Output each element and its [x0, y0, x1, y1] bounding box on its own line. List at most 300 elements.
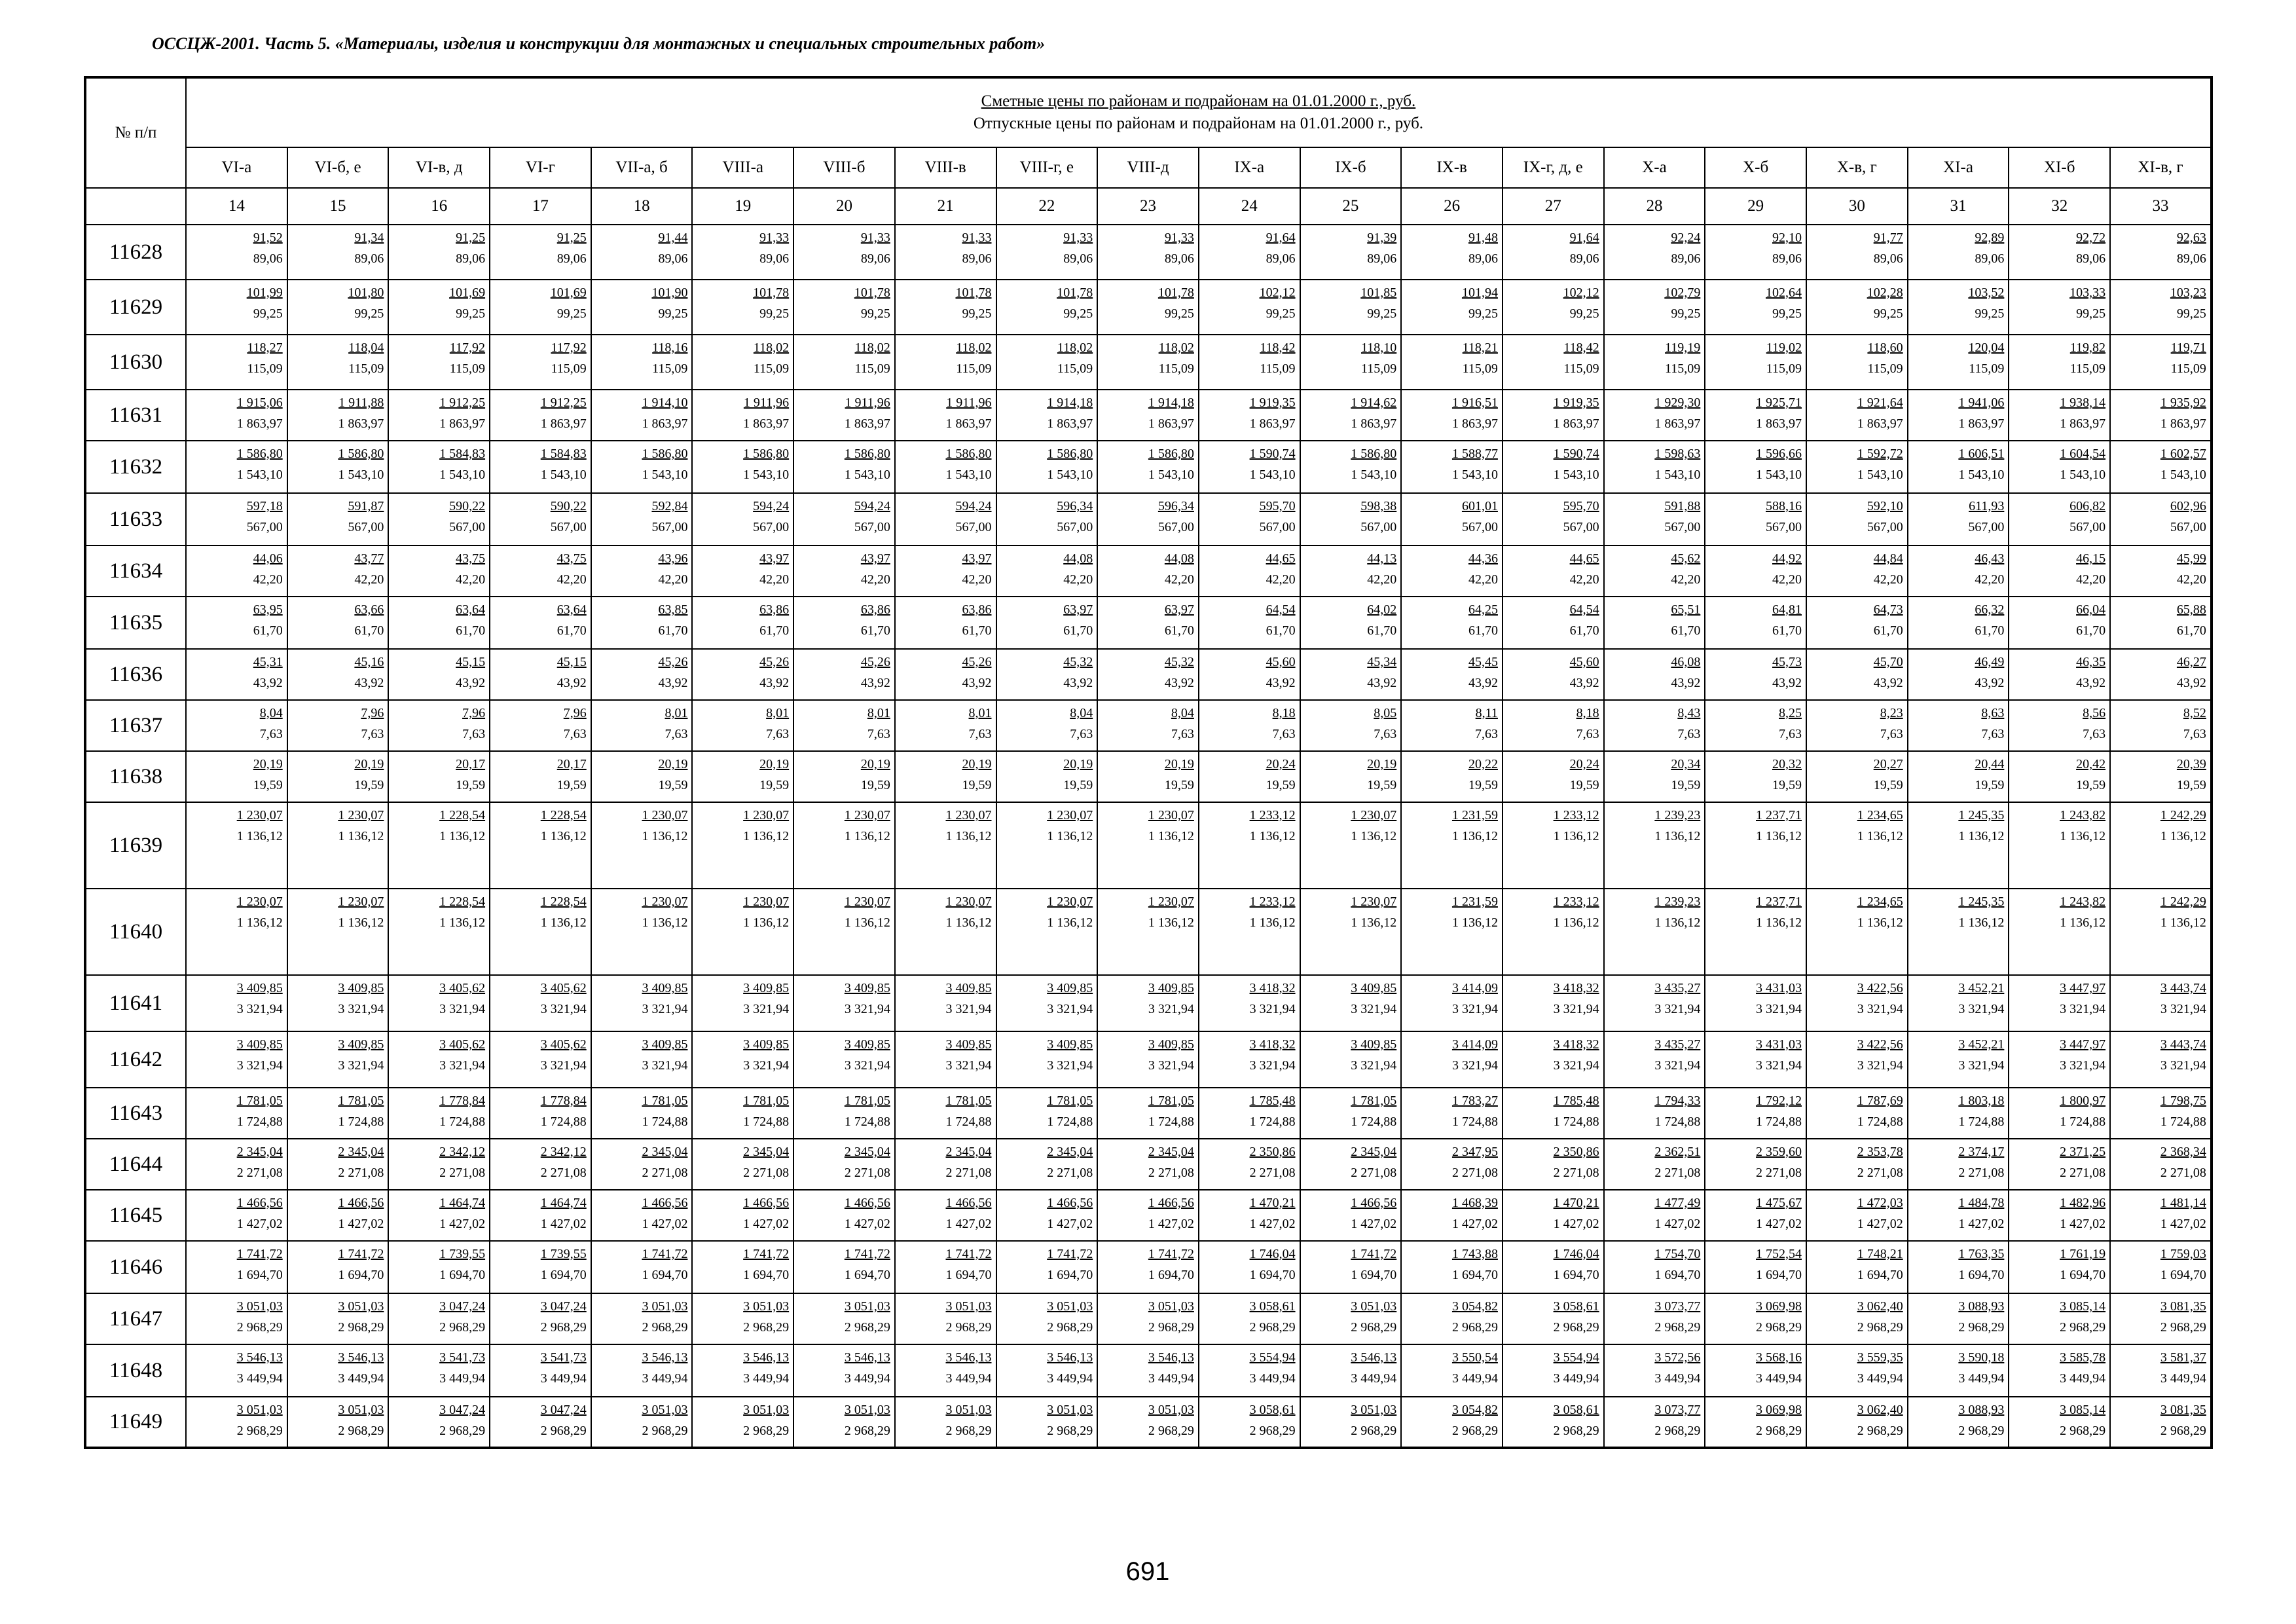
- estimated-price: 1 584,83: [540, 447, 587, 461]
- estimated-price: 3 073,77: [1654, 1299, 1701, 1314]
- estimated-price: 594,24: [753, 499, 790, 513]
- release-price: 1 694,70: [2160, 1268, 2206, 1282]
- price-cell: [1806, 1293, 1908, 1344]
- price-cell: [1604, 1190, 1705, 1241]
- price-cell: [591, 1088, 693, 1139]
- release-price: 2 968,29: [439, 1424, 486, 1438]
- price-cell: [1199, 700, 1300, 751]
- estimated-price: 2 374,17: [1958, 1145, 2005, 1159]
- estimated-price: 1 243,82: [2060, 895, 2106, 909]
- release-price: 1 724,88: [1654, 1115, 1701, 1129]
- release-price: 1 427,02: [2160, 1217, 2206, 1231]
- release-price: 115,09: [652, 361, 688, 376]
- release-price: 3 321,94: [1148, 1058, 1194, 1073]
- estimated-price: 7,96: [563, 706, 587, 720]
- price-cell: [1604, 280, 1705, 335]
- estimated-price: 45,15: [456, 655, 486, 669]
- release-price: 99,25: [556, 306, 587, 321]
- region-header: VI-б, е: [287, 147, 389, 188]
- region-header: XI-б: [2009, 147, 2110, 188]
- price-cell: [793, 1293, 895, 1344]
- release-price: 42,20: [456, 572, 486, 587]
- price-cell: [1705, 335, 1806, 390]
- release-price: 42,20: [860, 572, 890, 587]
- estimated-price: 601,01: [1461, 499, 1498, 513]
- release-price: 99,25: [456, 306, 486, 321]
- estimated-price: 8,23: [1880, 706, 1903, 720]
- estimated-price: 3 081,35: [2160, 1403, 2206, 1417]
- price-cell: [793, 975, 895, 1031]
- release-price: 2 968,29: [236, 1424, 283, 1438]
- column-number-blank: [85, 188, 186, 225]
- release-price: 3 321,94: [1047, 1002, 1093, 1016]
- price-cell: [1705, 889, 1806, 975]
- estimated-price: 1 781,05: [236, 1094, 283, 1108]
- release-price: 3 321,94: [540, 1002, 587, 1016]
- price-cell: [2110, 700, 2212, 751]
- estimated-price: 118,42: [1260, 341, 1296, 355]
- estimated-price: 101,78: [854, 286, 890, 300]
- price-cell: [1097, 545, 1199, 597]
- release-price: 61,70: [1063, 623, 1093, 638]
- header-caption-row: [85, 77, 2212, 147]
- release-price: 1 136,12: [439, 915, 486, 930]
- price-cell: [1199, 225, 1300, 280]
- price-cell: [895, 751, 996, 802]
- release-price: 99,25: [1468, 306, 1498, 321]
- estimated-price: 8,04: [1070, 706, 1093, 720]
- price-cell: [1705, 441, 1806, 493]
- release-price: 3 449,94: [1958, 1371, 2005, 1386]
- release-price: 1 427,02: [1148, 1217, 1194, 1231]
- release-price: 1 427,02: [1756, 1217, 1802, 1231]
- estimated-price: 101,85: [1360, 286, 1397, 300]
- release-price: 2 968,29: [844, 1320, 890, 1335]
- price-cell: [490, 1293, 591, 1344]
- release-price: 1 724,88: [1553, 1115, 1599, 1129]
- estimated-price: 66,32: [1975, 602, 2005, 617]
- estimated-price: 1 586,80: [945, 447, 992, 461]
- price-cell: [1401, 975, 1503, 1031]
- release-price: 2 968,29: [1958, 1320, 2005, 1335]
- release-price: 42,20: [253, 572, 283, 587]
- release-price: 89,06: [1063, 251, 1093, 266]
- price-cell: [1503, 1293, 1604, 1344]
- estimated-price: 1 743,88: [1451, 1247, 1498, 1261]
- item-number: 11639: [85, 802, 186, 889]
- price-cell: [895, 1293, 996, 1344]
- release-price: 19,59: [2176, 778, 2206, 792]
- price-cell: [388, 1088, 490, 1139]
- price-cell: [692, 545, 793, 597]
- price-cell: [996, 225, 1098, 280]
- estimated-price: 45,26: [860, 655, 890, 669]
- price-cell: [1503, 700, 1604, 751]
- release-price: 1 543,10: [1249, 468, 1296, 482]
- estimated-price: 1 234,65: [1857, 895, 1903, 909]
- price-cell: [1806, 225, 1908, 280]
- estimated-price: 1 230,07: [743, 808, 790, 822]
- release-price: 1 136,12: [2060, 829, 2106, 843]
- table-row: [85, 975, 2212, 1031]
- estimated-price: 1 914,18: [1148, 396, 1194, 410]
- price-cell: [2009, 700, 2110, 751]
- price-cell: [1097, 493, 1199, 545]
- column-number: 19: [692, 188, 793, 225]
- price-cell: [793, 649, 895, 700]
- price-cell: [591, 751, 693, 802]
- estimated-price: 3 405,62: [439, 981, 486, 995]
- release-price: 1 863,97: [1553, 416, 1599, 431]
- region-header: VIII-а: [692, 147, 793, 188]
- price-cell: [1604, 700, 1705, 751]
- release-price: 1 427,02: [1047, 1217, 1093, 1231]
- price-cell: [1908, 1031, 2009, 1088]
- price-cell: [692, 1088, 793, 1139]
- release-price: 1 136,12: [236, 829, 283, 843]
- release-price: 567,00: [1664, 520, 1701, 534]
- price-cell: [2009, 649, 2110, 700]
- estimated-price: 2 345,04: [1148, 1145, 1194, 1159]
- release-price: 115,09: [854, 361, 890, 376]
- price-cell: [1503, 1190, 1604, 1241]
- price-cell: [591, 441, 693, 493]
- release-price: 1 694,70: [1553, 1268, 1599, 1282]
- price-cell: [895, 1190, 996, 1241]
- release-price: 42,20: [354, 572, 384, 587]
- price-cell: [186, 889, 287, 975]
- release-price: 42,20: [658, 572, 688, 587]
- price-cell: [1604, 802, 1705, 889]
- price-cell: [2110, 597, 2212, 649]
- price-cell: [388, 889, 490, 975]
- release-price: 3 321,94: [1249, 1058, 1296, 1073]
- price-cell: [793, 597, 895, 649]
- estimated-price: 1 239,23: [1654, 895, 1701, 909]
- price-cell: [1806, 1397, 1908, 1448]
- estimated-price: 3 047,24: [540, 1403, 587, 1417]
- estimated-price: 1 798,75: [2160, 1094, 2206, 1108]
- price-cell: [2009, 441, 2110, 493]
- release-price: 2 968,29: [2060, 1424, 2106, 1438]
- estimated-price: 1 785,48: [1553, 1094, 1599, 1108]
- release-price: 89,06: [556, 251, 587, 266]
- price-cell: [591, 700, 693, 751]
- release-price: 1 136,12: [1553, 915, 1599, 930]
- release-price: 1 863,97: [1351, 416, 1397, 431]
- price-cell: [1908, 1293, 2009, 1344]
- release-price: 1 694,70: [1958, 1268, 2005, 1282]
- estimated-price: 1 231,59: [1451, 895, 1498, 909]
- release-price: 567,00: [449, 520, 486, 534]
- estimated-price: 1 584,83: [439, 447, 486, 461]
- price-cell: [1097, 441, 1199, 493]
- estimated-price: 3 431,03: [1756, 1037, 1802, 1052]
- release-price: 7,63: [1981, 727, 2005, 741]
- table-header: [85, 77, 2212, 225]
- price-cell: [287, 1031, 389, 1088]
- price-cell: [692, 280, 793, 335]
- estimated-price: 45,32: [1164, 655, 1194, 669]
- price-cell: [2110, 1397, 2212, 1448]
- estimated-price: 1 763,35: [1958, 1247, 2005, 1261]
- item-number: 11636: [85, 649, 186, 700]
- estimated-price: 3 051,03: [1047, 1403, 1093, 1417]
- estimated-price: 1 230,07: [1148, 808, 1194, 822]
- estimated-price: 1 586,80: [1148, 447, 1194, 461]
- estimated-price: 46,49: [1975, 655, 2005, 669]
- price-cell: [1097, 649, 1199, 700]
- release-price: 89,06: [759, 251, 790, 266]
- price-cell: [692, 1241, 793, 1293]
- release-price: 567,00: [1360, 520, 1397, 534]
- release-price: 567,00: [246, 520, 283, 534]
- table-row: [85, 1241, 2212, 1293]
- release-price: 2 271,08: [1553, 1166, 1599, 1180]
- estimated-price: 101,78: [753, 286, 790, 300]
- estimated-price: 118,27: [247, 341, 283, 355]
- price-cell: [793, 390, 895, 441]
- price-cell: [1705, 493, 1806, 545]
- estimated-price: 8,52: [2183, 706, 2206, 720]
- release-price: 1 724,88: [1148, 1115, 1194, 1129]
- release-price: 61,70: [456, 623, 486, 638]
- release-price: 2 968,29: [338, 1424, 384, 1438]
- release-price: 2 968,29: [2160, 1424, 2206, 1438]
- release-price: 115,09: [1057, 361, 1093, 376]
- price-cell: [1401, 1139, 1503, 1190]
- estimated-price: 1 785,48: [1249, 1094, 1296, 1108]
- release-price: 3 449,94: [743, 1371, 790, 1386]
- estimated-price: 1 741,72: [1148, 1247, 1194, 1261]
- price-cell: [287, 889, 389, 975]
- price-cell: [1199, 975, 1300, 1031]
- estimated-price: 91,52: [253, 231, 283, 245]
- release-price: 43,92: [1468, 676, 1498, 690]
- release-price: 1 863,97: [743, 416, 790, 431]
- table-row: [85, 1397, 2212, 1448]
- estimated-price: 1 761,19: [2060, 1247, 2106, 1261]
- release-price: 19,59: [354, 778, 384, 792]
- release-price: 1 694,70: [743, 1268, 790, 1282]
- estimated-price: 1 914,10: [642, 396, 688, 410]
- release-price: 1 724,88: [540, 1115, 587, 1129]
- price-cell: [1604, 545, 1705, 597]
- release-price: 3 449,94: [338, 1371, 384, 1386]
- estimated-price: 3 568,16: [1756, 1350, 1802, 1365]
- estimated-price: 3 088,93: [1958, 1299, 2005, 1314]
- price-cell: [490, 335, 591, 390]
- price-cell: [895, 975, 996, 1031]
- price-cell: [1097, 280, 1199, 335]
- price-cell: [591, 1139, 693, 1190]
- price-cell: [591, 1344, 693, 1397]
- price-cell: [1908, 390, 2009, 441]
- price-cell: [1908, 1139, 2009, 1190]
- estimated-price: 20,39: [2176, 757, 2206, 771]
- estimated-price: 3 554,94: [1553, 1350, 1599, 1365]
- release-price: 99,25: [1873, 306, 1903, 321]
- item-number: 11638: [85, 751, 186, 802]
- estimated-price: 3 414,09: [1451, 981, 1498, 995]
- price-cell: [2110, 441, 2212, 493]
- estimated-price: 92,24: [1671, 231, 1701, 245]
- release-price: 3 321,94: [236, 1058, 283, 1073]
- price-cell: [1705, 1088, 1806, 1139]
- price-cell: [287, 441, 389, 493]
- estimated-price: 1 230,07: [743, 895, 790, 909]
- estimated-price: 43,97: [860, 551, 890, 566]
- price-cell: [1300, 1397, 1402, 1448]
- column-number: 18: [591, 188, 693, 225]
- release-price: 3 321,94: [1553, 1058, 1599, 1073]
- price-cell: [895, 441, 996, 493]
- price-cell: [388, 1190, 490, 1241]
- estimated-price: 1 781,05: [945, 1094, 992, 1108]
- price-cell: [287, 649, 389, 700]
- estimated-price: 63,85: [658, 602, 688, 617]
- estimated-price: 101,80: [348, 286, 384, 300]
- price-cell: [1300, 802, 1402, 889]
- estimated-price: 3 447,97: [2060, 1037, 2106, 1052]
- price-cell: [2009, 1190, 2110, 1241]
- release-price: 3 321,94: [1756, 1058, 1802, 1073]
- region-header-row: [85, 147, 2212, 188]
- estimated-price: 3 047,24: [439, 1299, 486, 1314]
- estimated-price: 3 051,03: [236, 1299, 283, 1314]
- release-price: 2 271,08: [2160, 1166, 2206, 1180]
- price-cell: [490, 441, 591, 493]
- release-price: 43,92: [1569, 676, 1599, 690]
- release-price: 567,00: [753, 520, 790, 534]
- release-price: 7,63: [867, 727, 890, 741]
- estimated-price: 3 590,18: [1958, 1350, 2005, 1365]
- release-price: 89,06: [1164, 251, 1194, 266]
- release-price: 1 863,97: [1958, 416, 2005, 431]
- price-cell: [1806, 545, 1908, 597]
- price-cell: [793, 1031, 895, 1088]
- price-cell: [1908, 441, 2009, 493]
- release-price: 42,20: [1873, 572, 1903, 587]
- release-price: 2 968,29: [540, 1320, 587, 1335]
- release-price: 19,59: [1063, 778, 1093, 792]
- release-price: 3 321,94: [1857, 1058, 1903, 1073]
- price-cell: [1806, 390, 1908, 441]
- price-cell: [591, 280, 693, 335]
- release-price: 115,09: [1867, 361, 1903, 376]
- release-price: 1 863,97: [844, 416, 890, 431]
- estimated-price: 1 245,35: [1958, 895, 2005, 909]
- estimated-price: 3 051,03: [1148, 1403, 1194, 1417]
- release-price: 1 724,88: [1958, 1115, 2005, 1129]
- release-price: 1 863,97: [540, 416, 587, 431]
- price-cell: [692, 649, 793, 700]
- estimated-price: 44,65: [1266, 551, 1296, 566]
- price-cell: [1097, 1031, 1199, 1088]
- estimated-price: 45,26: [759, 655, 790, 669]
- estimated-price: 43,96: [658, 551, 688, 566]
- release-price: 115,09: [753, 361, 790, 376]
- release-price: 1 724,88: [2160, 1115, 2206, 1129]
- price-cell: [1401, 1190, 1503, 1241]
- estimated-price: 20,19: [962, 757, 992, 771]
- estimated-price: 1 759,03: [2160, 1247, 2206, 1261]
- release-price: 19,59: [962, 778, 992, 792]
- release-price: 61,70: [1975, 623, 2005, 638]
- release-price: 3 321,94: [2060, 1058, 2106, 1073]
- estimated-price: 1 925,71: [1756, 396, 1802, 410]
- estimated-price: 3 409,85: [743, 1037, 790, 1052]
- estimated-price: 1 787,69: [1857, 1094, 1903, 1108]
- price-cell: [1503, 751, 1604, 802]
- estimated-price: 1 590,74: [1553, 447, 1599, 461]
- price-cell: [1806, 335, 1908, 390]
- estimated-price: 1 230,07: [338, 895, 384, 909]
- release-price: 1 136,12: [236, 915, 283, 930]
- release-price: 1 136,12: [945, 829, 992, 843]
- release-price: 7,63: [2183, 727, 2206, 741]
- release-price: 7,63: [1070, 727, 1093, 741]
- price-cell: [1199, 1190, 1300, 1241]
- estimated-price: 2 345,04: [743, 1145, 790, 1159]
- release-price: 2 968,29: [1857, 1320, 1903, 1335]
- estimated-price: 20,32: [1772, 757, 1802, 771]
- estimated-price: 3 409,85: [236, 1037, 283, 1052]
- estimated-price: 3 069,98: [1756, 1403, 1802, 1417]
- estimated-price: 118,10: [1360, 341, 1397, 355]
- release-price: 42,20: [1569, 572, 1599, 587]
- release-price: 42,20: [759, 572, 790, 587]
- release-price: 99,25: [253, 306, 283, 321]
- release-price: 42,20: [962, 572, 992, 587]
- price-cell: [692, 493, 793, 545]
- price-cell: [1401, 335, 1503, 390]
- release-price: 3 321,94: [844, 1058, 890, 1073]
- estimated-price: 1 231,59: [1451, 808, 1498, 822]
- estimated-price: 20,19: [354, 757, 384, 771]
- release-price: 2 271,08: [338, 1166, 384, 1180]
- release-price: 115,09: [1260, 361, 1296, 376]
- estimated-price: 92,10: [1772, 231, 1802, 245]
- release-price: 115,09: [247, 361, 283, 376]
- price-cell: [388, 700, 490, 751]
- estimated-price: 44,08: [1063, 551, 1093, 566]
- release-price: 43,92: [962, 676, 992, 690]
- release-price: 1 136,12: [1249, 829, 1296, 843]
- price-cell: [2009, 597, 2110, 649]
- release-price: 115,09: [1665, 361, 1701, 376]
- price-cell: [996, 280, 1098, 335]
- release-price: 3 449,94: [1047, 1371, 1093, 1386]
- release-price: 19,59: [253, 778, 283, 792]
- release-price: 43,92: [1975, 676, 2005, 690]
- estimated-price: 597,18: [246, 499, 283, 513]
- estimated-price: 118,02: [956, 341, 992, 355]
- price-cell: [1300, 1088, 1402, 1139]
- release-price: 2 271,08: [1148, 1166, 1194, 1180]
- estimated-price: 1 781,05: [743, 1094, 790, 1108]
- release-price: 61,70: [1671, 623, 1701, 638]
- release-price: 3 449,94: [1654, 1371, 1701, 1386]
- release-price: 89,06: [860, 251, 890, 266]
- release-price: 2 968,29: [1047, 1320, 1093, 1335]
- estimated-price: 1 781,05: [844, 1094, 890, 1108]
- release-price: 1 724,88: [236, 1115, 283, 1129]
- estimated-price: 20,19: [1164, 757, 1194, 771]
- price-cell: [287, 1190, 389, 1241]
- estimated-price: 1 233,12: [1249, 808, 1296, 822]
- item-number: 11647: [85, 1293, 186, 1344]
